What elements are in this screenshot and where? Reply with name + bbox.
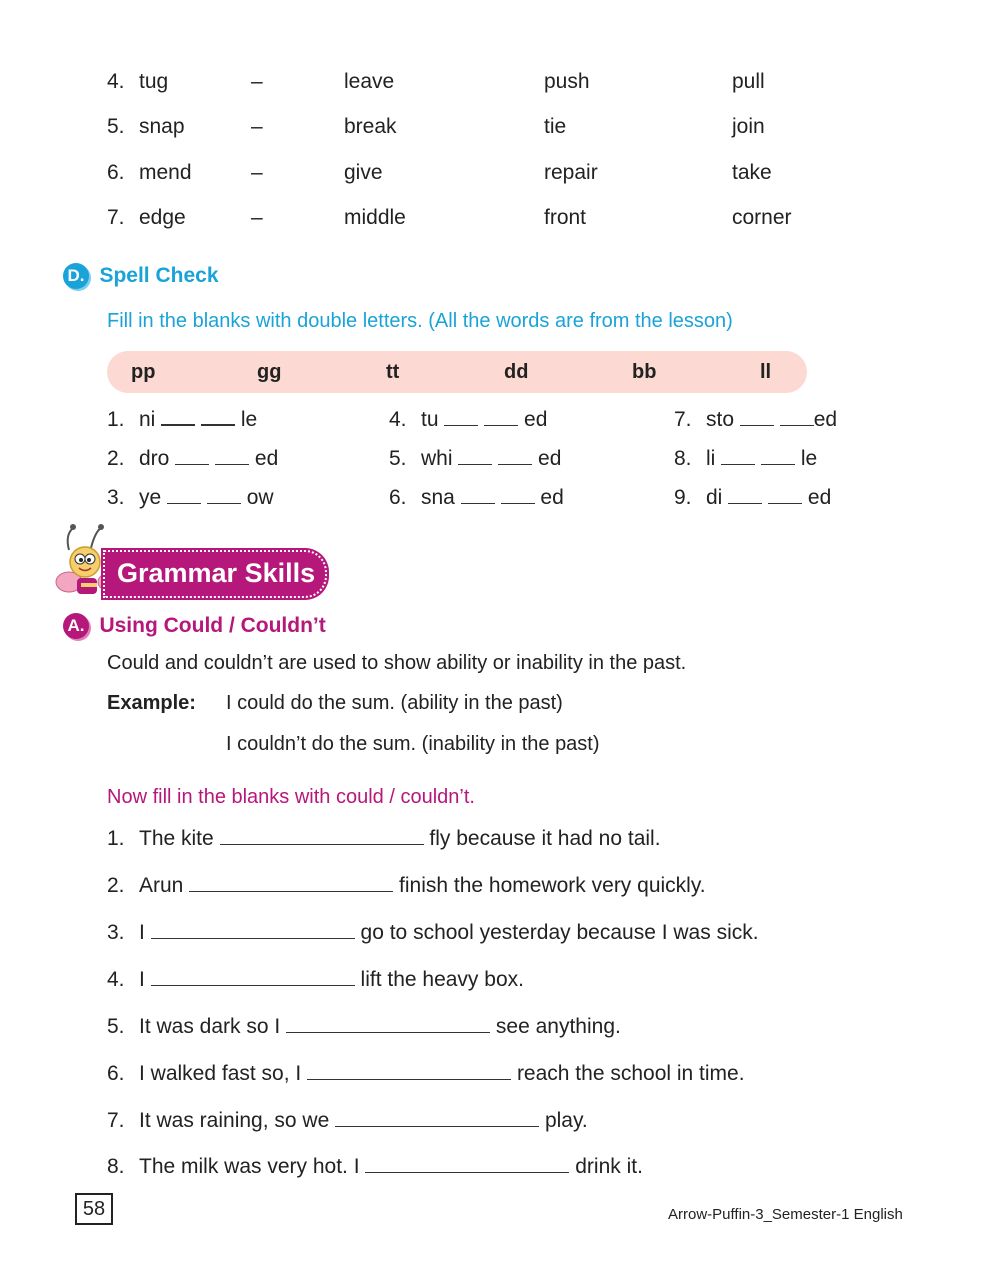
- word-end: le: [800, 447, 818, 470]
- word-start: li: [706, 447, 716, 470]
- item-number: 2.: [107, 447, 125, 470]
- vocab-option: leave: [344, 70, 395, 93]
- vocab-dash: –: [251, 161, 263, 184]
- vocab-number: 4.: [107, 70, 125, 93]
- sentence-start: It was dark so I: [139, 1015, 281, 1038]
- item-number: 6.: [389, 486, 407, 509]
- spell-item: [674, 486, 831, 510]
- spell-item: [107, 486, 274, 510]
- letter-option: bb: [632, 361, 657, 383]
- sentence-end: go to school yesterday because I was sick.: [360, 921, 759, 944]
- vocab-number: 5.: [107, 115, 125, 138]
- blank-line[interactable]: [768, 487, 802, 504]
- example-sentence: I couldn’t do the sum. (inability in the past): [226, 733, 600, 755]
- blank-line[interactable]: [207, 487, 241, 504]
- sentence-start: It was raining, so we: [139, 1109, 330, 1132]
- sentence-end: reach the school in time.: [516, 1062, 745, 1085]
- sentence-end: play.: [544, 1109, 588, 1132]
- sentence-start: I: [139, 921, 145, 944]
- item-number: 7.: [107, 1109, 125, 1132]
- spell-item: [389, 486, 564, 510]
- vocab-option: pull: [732, 70, 765, 93]
- blank-line[interactable]: [461, 487, 495, 504]
- blank-line[interactable]: [151, 922, 355, 939]
- letter-option: pp: [131, 361, 156, 383]
- item-number: 4.: [107, 968, 125, 991]
- grammar-skills-banner: [103, 550, 327, 598]
- vocab-number: 7.: [107, 206, 125, 229]
- blank-line[interactable]: [721, 448, 755, 465]
- spell-item: [674, 408, 837, 432]
- word-end: ed: [254, 447, 279, 470]
- vocab-option: take: [732, 161, 772, 184]
- sentence-end: lift the heavy box.: [360, 968, 524, 991]
- grammar-item: [107, 1109, 588, 1133]
- spell-check-instruction: Fill in the blanks with double letters. (All the words are from the lesson): [107, 310, 733, 332]
- word-end: ed: [524, 408, 548, 431]
- vocab-option: give: [344, 161, 383, 184]
- spell-item: [389, 447, 561, 471]
- word-end: ow: [246, 486, 274, 509]
- sentence-start: I: [139, 968, 145, 991]
- word-end: ed: [813, 408, 838, 431]
- vocab-number: 6.: [107, 161, 125, 184]
- blank-line[interactable]: [161, 408, 195, 426]
- book-title-footer: Arrow-Puffin-3_Semester-1 English: [668, 1206, 903, 1223]
- sentence-start: The milk was very hot. I: [139, 1155, 360, 1178]
- vocab-option: push: [544, 70, 590, 93]
- sentence-end: see anything.: [495, 1015, 621, 1038]
- item-number: 7.: [674, 408, 692, 431]
- vocab-dash: –: [251, 70, 263, 93]
- vocab-dash: –: [251, 115, 263, 138]
- item-number: 5.: [389, 447, 407, 470]
- word-start: tu: [421, 408, 439, 431]
- word-start: sto: [706, 408, 735, 431]
- item-number: 3.: [107, 921, 125, 944]
- sentence-start: I walked fast so, I: [139, 1062, 302, 1085]
- vocab-option: middle: [344, 206, 406, 229]
- blank-line[interactable]: [286, 1016, 490, 1033]
- letter-option: tt: [386, 361, 400, 383]
- section-title: Using Could / Couldn’t: [99, 614, 326, 637]
- letter-option: gg: [257, 361, 282, 383]
- word-start: sna: [421, 486, 455, 509]
- example-sentence: I could do the sum. (ability in the past): [226, 692, 563, 714]
- blank-line[interactable]: [740, 409, 774, 426]
- letter-option: ll: [760, 361, 772, 383]
- blank-line[interactable]: [780, 409, 814, 426]
- item-number: 8.: [107, 1155, 125, 1178]
- blank-line[interactable]: [728, 487, 762, 504]
- blank-line[interactable]: [498, 448, 532, 465]
- sentence-end: drink it.: [575, 1155, 643, 1178]
- blank-line[interactable]: [501, 487, 535, 504]
- vocab-word: mend: [139, 161, 192, 184]
- vocab-option: repair: [544, 161, 598, 184]
- sentence-end: fly because it had no tail.: [429, 827, 661, 850]
- section-a-badge: A.: [63, 613, 89, 639]
- grammar-item: [107, 1015, 621, 1039]
- blank-line[interactable]: [458, 448, 492, 465]
- blank-line[interactable]: [151, 969, 355, 986]
- blank-line[interactable]: [167, 487, 201, 504]
- word-start: di: [706, 486, 723, 509]
- vocab-option: join: [732, 115, 765, 138]
- grammar-item: [107, 968, 524, 992]
- blank-line[interactable]: [307, 1063, 511, 1080]
- word-start: ye: [139, 486, 162, 509]
- blank-line[interactable]: [220, 828, 424, 845]
- grammar-item: [107, 1062, 745, 1086]
- vocab-word: tug: [139, 70, 169, 93]
- blank-line[interactable]: [335, 1110, 539, 1127]
- blank-line[interactable]: [444, 409, 478, 426]
- double-letter-bar: [107, 351, 807, 393]
- grammar-item: [107, 1155, 643, 1179]
- spell-item: [389, 408, 547, 432]
- example-label: Example:: [107, 692, 196, 714]
- blank-line[interactable]: [175, 448, 209, 465]
- word-end: le: [240, 408, 258, 431]
- blank-line[interactable]: [201, 408, 235, 426]
- vocab-option: break: [344, 115, 397, 138]
- grammar-item: [107, 827, 661, 851]
- item-number: 8.: [674, 447, 692, 470]
- spell-check-heading: [63, 263, 219, 289]
- spell-check-title: Spell Check: [99, 264, 219, 287]
- vocab-word: edge: [139, 206, 186, 229]
- grammar-item: [107, 921, 759, 945]
- item-number: 1.: [107, 827, 125, 850]
- blank-line[interactable]: [365, 1156, 569, 1173]
- grammar-item: [107, 874, 706, 898]
- spell-item: [107, 408, 257, 432]
- item-number: 2.: [107, 874, 125, 897]
- word-end: ed: [540, 486, 564, 509]
- sentence-end: finish the homework very quickly.: [399, 874, 706, 897]
- fill-instruction: Now fill in the blanks with could / couldn’t.: [107, 786, 475, 808]
- blank-line[interactable]: [189, 875, 393, 892]
- spell-item: [107, 447, 278, 471]
- vocab-option: corner: [732, 206, 792, 229]
- item-number: 3.: [107, 486, 125, 509]
- blank-line[interactable]: [761, 448, 795, 465]
- word-start: whi: [421, 447, 453, 470]
- grammar-skills-title: Grammar Skills: [117, 558, 316, 588]
- letter-option: dd: [504, 361, 529, 383]
- spell-item: [674, 447, 817, 471]
- section-d-badge: D.: [63, 263, 89, 289]
- blank-line[interactable]: [484, 409, 518, 426]
- page-number: 58: [75, 1193, 113, 1225]
- grammar-explanation: Could and couldn’t are used to show ability or inability in the past.: [107, 652, 687, 674]
- blank-line[interactable]: [215, 448, 249, 465]
- vocab-option: front: [544, 206, 587, 229]
- word-start: ni: [139, 408, 156, 431]
- item-number: 9.: [674, 486, 692, 509]
- sentence-start: Arun: [139, 874, 184, 897]
- item-number: 1.: [107, 408, 125, 431]
- sentence-start: The kite: [139, 827, 214, 850]
- word-end: ed: [538, 447, 562, 470]
- vocab-option: tie: [544, 115, 567, 138]
- vocab-word: snap: [139, 115, 185, 138]
- vocab-dash: –: [251, 206, 263, 229]
- item-number: 4.: [389, 408, 407, 431]
- item-number: 6.: [107, 1062, 125, 1085]
- item-number: 5.: [107, 1015, 125, 1038]
- word-start: dro: [139, 447, 170, 470]
- word-end: ed: [807, 486, 832, 509]
- could-couldnt-heading: [63, 613, 326, 639]
